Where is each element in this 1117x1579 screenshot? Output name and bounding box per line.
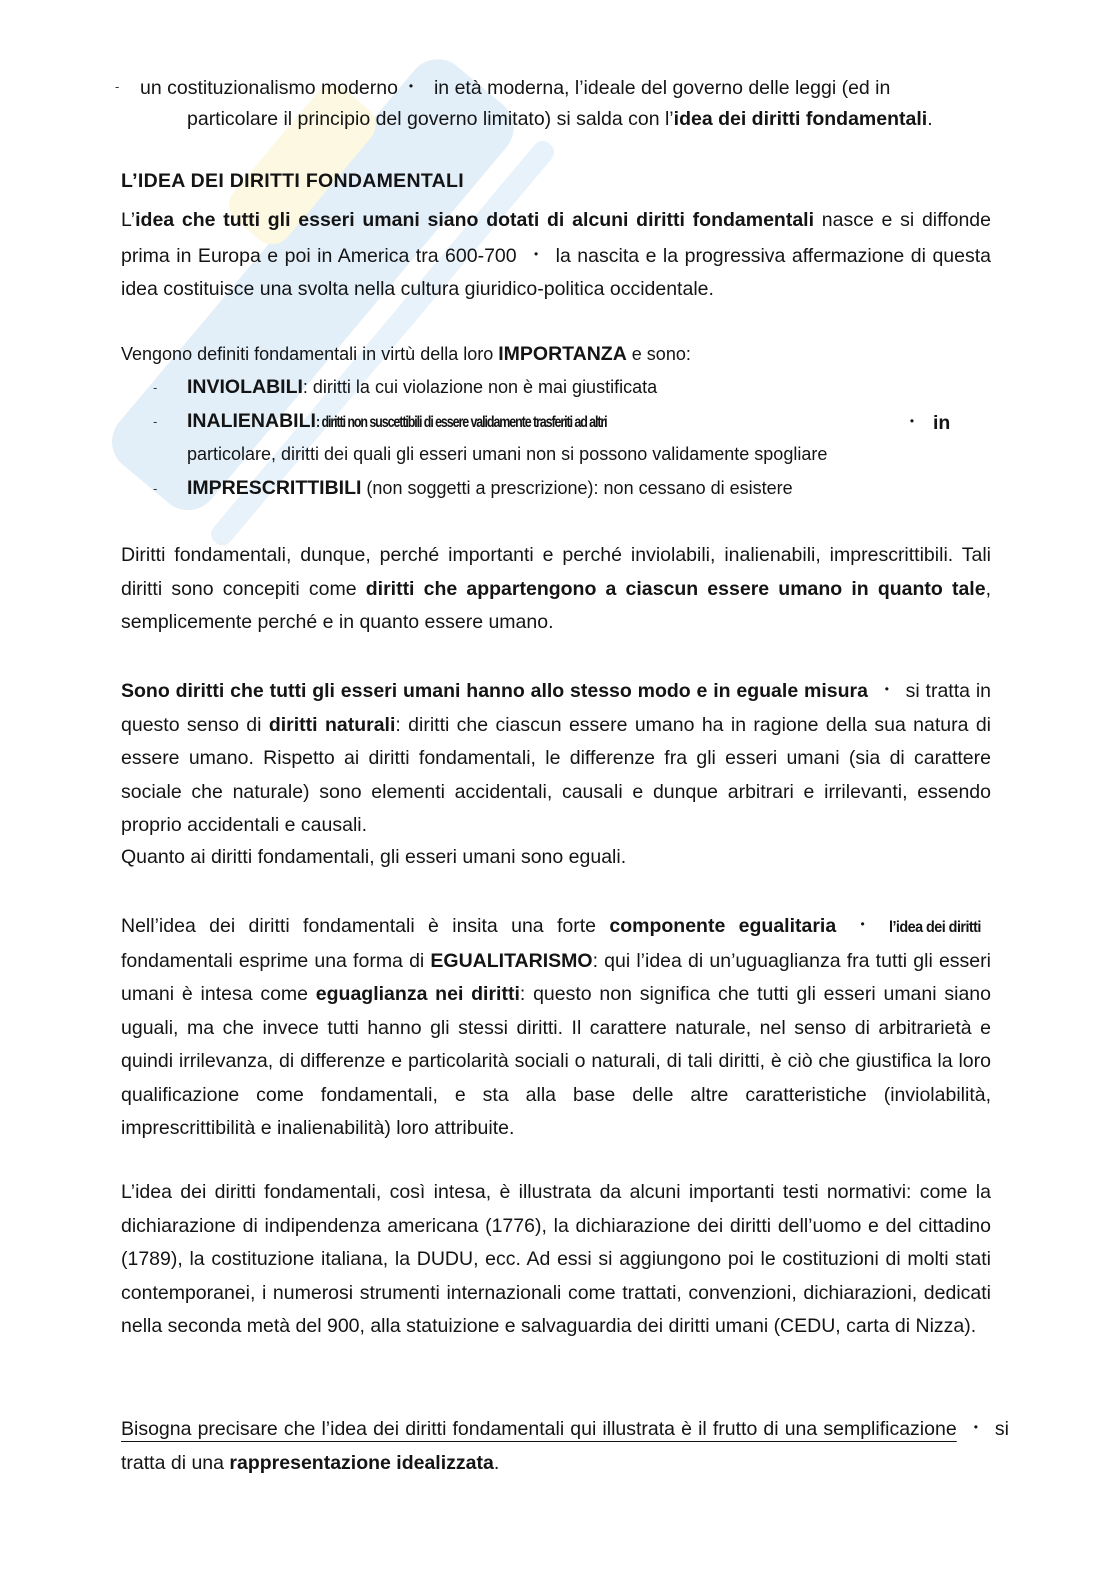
para7-text-b: . — [493, 1451, 500, 1474]
para1-lead: L’ — [121, 209, 136, 231]
para2-bold: IMPORTANZA — [498, 343, 627, 365]
para5-text-a: Nell’idea dei diritti fondamentali è insita una forte — [121, 915, 610, 937]
intro-text-a: un costituzionalismo moderno — [140, 77, 398, 99]
bullet2-bold: INALIENABILI — [187, 410, 316, 432]
para7-underlined: Bisogna precisare che l’idea dei diritti fondamentali qui illustrata è il frutto di una semplificazione — [121, 1418, 957, 1440]
paragraph-natural-rights — [121, 673, 991, 843]
arrow-icon: • — [408, 79, 414, 93]
arrow-icon: • — [909, 414, 915, 428]
arrow-icon: • — [973, 1420, 978, 1434]
bullet3-bold: IMPRESCRITTIBILI — [187, 477, 362, 499]
para5-bold-a: componente egualitaria — [609, 915, 837, 937]
intro-bold: idea dei diritti fondamentali — [673, 108, 928, 130]
paragraph-concept — [121, 539, 991, 640]
para3-text-b: , semplicemente perché e in quanto essere umano. — [121, 577, 991, 633]
para7-text-a: si tratta di una — [121, 1418, 1010, 1474]
paragraph-egalitarian — [121, 908, 991, 1146]
dash-marker: - — [153, 481, 158, 496]
arrow-icon: • — [860, 917, 865, 931]
para1-text-b: la nascita e la progressiva affermazione di questa idea costituisce una svolta nella cultura giuridico-politica occidentale. — [121, 244, 991, 300]
bullet2-continuation: particolare, diritti dei quali gli esseri umani non si possono validamente spogliare — [187, 444, 828, 464]
para1-bold: idea che tutti gli esseri umani siano dotati di alcuni diritti fondamentali — [135, 209, 815, 231]
intro-text-c: particolare il principio del governo limitato) si salda con l’ — [187, 108, 674, 130]
para4-text-c: Quanto ai diritti fondamentali, gli esseri umani sono eguali. — [121, 846, 627, 868]
para5-text-d: : questo non significa che tutti gli esseri umani siano uguali, ma che invece tutti hanno gli stessi diritti. Il carattere naturale, nel senso di arbitrarietà e quindi irrilevanza, di differenze e particolarità sociali o naturali, di tali diritti, è ciò che giustifica la loro qualificazione come fondamentali, e sta alla base delle altre caratteristiche (inviolabilità, imprescrittibilità e inalienabilità) loro attribuite. — [121, 983, 991, 1139]
intro-text-b: in età moderna, l’ideale del governo delle leggi (ed in — [433, 77, 891, 99]
para5-bold-b: EGUALITARISMO — [430, 949, 593, 972]
para4-text-a: si tratta in questo senso di — [121, 680, 992, 736]
bullet3-text: (non soggetti a prescrizione): non cessano di esistere — [361, 478, 793, 498]
intro-text-d: . — [927, 108, 933, 130]
arrow-icon: • — [534, 246, 539, 261]
dash-marker: - — [153, 414, 158, 429]
paragraph-simplification — [121, 1411, 1009, 1480]
bullet1-text: : diritti la cui violazione non è mai giustificata — [302, 377, 658, 397]
dash-marker: - — [115, 79, 120, 94]
para2-text-a: Vengono definiti fondamentali in virtù della loro — [121, 344, 499, 364]
para4-bold-a: Sono diritti che tutti gli esseri umani hanno allo stesso modo e in eguale misura — [121, 680, 868, 702]
paragraph-equality-line — [121, 841, 991, 875]
para6-text: L’idea dei diritti fondamentali, così intesa, è illustrata da alcuni importanti testi normativi: come la dichiarazione di indipendenza americana (1776), la dichiarazione dei diritti dell’uomo e del cittadino (1789), la costituzione italiana, la DUDU, ecc. Ad essi si aggiungono poi le costituzioni di molti stati contemporanei, i numerosi strumenti internazionali come trattati, convenzioni, dichiarazioni, dedicati nella seconda metà del 900, alla statuizione e salvaguardia dei diritti umani (CEDU, carta di Nizza). — [121, 1181, 991, 1337]
bullet2-in: in — [933, 412, 951, 434]
paragraph-normative-texts — [121, 1176, 991, 1344]
para1-text-a: nasce e si diffonde prima in Europa e poi in America tra 600-700 — [121, 209, 991, 267]
bullet2-condensed: : diritti non suscettibili di essere validamente trasferiti ad altri — [315, 414, 607, 431]
para4-text-b: : diritti che ciascun essere umano ha in ragione della sua natura di essere umano. Rispetto ai diritti fondamentali, le differenze fra gli esseri umani (sia di carattere sociale che naturale) sono elementi accidentali, causali e dunque arbitrari e irrilevanti, essendo proprio accidentali e causali. — [121, 713, 991, 836]
para5-text-b: fondamentali esprime una forma di — [121, 949, 431, 972]
bullet1-bold: INVIOLABILI — [187, 376, 303, 398]
para5-text-c: : qui l’idea di un’uguaglianza fra tutti gli esseri umani è intesa come — [121, 949, 991, 1005]
para4-bold-b: diritti naturali — [268, 713, 396, 736]
dash-marker: - — [153, 380, 158, 395]
paragraph-origin — [121, 204, 991, 307]
para5-bold-c: eguaglianza nei diritti — [315, 983, 520, 1005]
para3-text-a: Diritti fondamentali, dunque, perché importanti e perché inviolabili, inalienabili, imprescrittibili. Tali diritti sono concepiti come — [121, 544, 991, 600]
para2-text-b: e sono: — [626, 344, 691, 364]
section-heading: L’IDEA DEI DIRITTI FONDAMENTALI — [121, 170, 464, 192]
arrow-icon: • — [884, 682, 889, 696]
para7-bold: rappresentazione idealizzata — [229, 1451, 494, 1474]
para5-condensed: l’idea dei diritti — [888, 919, 981, 936]
paragraph-importance — [121, 338, 991, 372]
para3-bold: diritti che appartengono a ciascun essere umano in quanto tale — [365, 577, 986, 600]
